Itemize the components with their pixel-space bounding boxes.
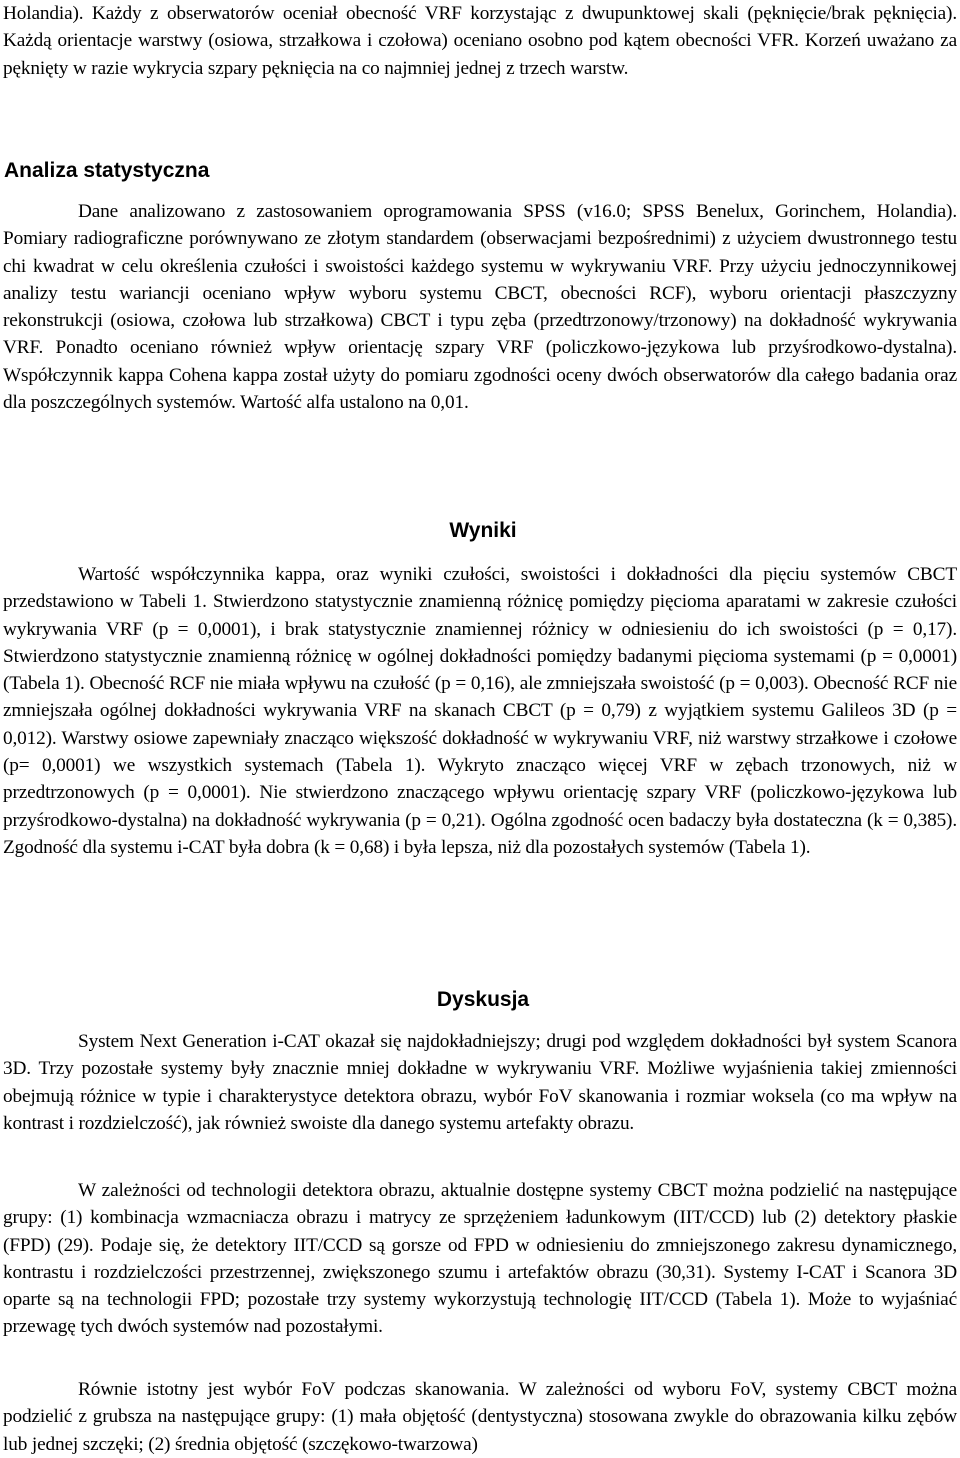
results-paragraph: Wartość współczynnika kappa, oraz wyniki czułości, swoistości i dokładności dla pięciu systemów CBCT przedstawiono w Tabeli 1. Stwierdzono statystycznie znamienną różnicę pomiędzy pięcioma aparatami w zakresie czułości wykrywania VRF (p = 0,0001), i brak statystycznie znamiennej różnicy w odniesieniu do ich swoistości (p = 0,17). Stwierdzono statystycznie znamienną różnicę w ogólnej dokładności pomiędzy badanymi pięcioma systemami (p = 0,0001) (Tabela 1). Obecność RCF nie miała wpływu na czułość (p = 0,16), ale zmniejszała swoistość (p = 0,003). Obecność RCF nie zmniejszała ogólnej dokładności wykrywania VRF na skanach CBCT (p = 0,79) z wyjątkiem systemu Galileos 3D (p = 0,012). Warstwy osiowe zapewniały znacząco większość dokładność w wykrywaniu VRF, niż warstwy strzałkowe i czołowe (p= 0,0001) we wszystkich systemach (Tabela 1). Wykryto znacząco więcej VRF w zębach trzonowych, niż w przedtrzonowych (p = 0,0001). Nie stwierdzono znaczącego wpływu orientację szpary VRF (policzkowo-językowa lub przyśrodkowo-dystalna) na dokładność wykrywania (p = 0,21). Ogólna zgodność ocen badaczy była dostateczna (k = 0,385). Zgodność dla systemu i-CAT była dobra (k = 0,68) i była lepsza, niż dla pozostałych systemów (Tabela 1). — [3, 564, 957, 858]
discussion-paragraph-3: Równie istotny jest wybór FoV podczas skanowania. W zależności od wyboru FoV, systemy CBCT można podzielić z grubsza na następujące grupy: (1) mała objętość (dentystyczna) stosowana zwykle do obrazowania kilku zębów lub jednej szczęki; (2) średnia objętość (szczękowo-twarzowa) — [3, 1379, 957, 1455]
section-heading-dyskusja: Dyskusja — [436, 988, 530, 1011]
intro-paragraph: Holandia). Każdy z obserwatorów oceniał obecność VRF korzystając z dwupunktowej skali (pęknięcie/brak pęknięcia). Każdą orientacje warstwy (osiowa, strzałkowa i czołowa) oceniano osobno pod kątem obecności VFR. Korzeń uważano za pęknięty w razie wykrycia szpary pęknięcia na co najmniej jednej z trzech warstw. — [3, 3, 957, 79]
section-heading-analiza: Analiza statystyczna — [4, 159, 210, 182]
section-heading-wyniki: Wyniki — [449, 519, 517, 542]
discussion-paragraph-1: System Next Generation i-CAT okazał się najdokładniejszy; drugi pod względem dokładności był system Scanora 3D. Trzy pozostałe systemy były znacznie mniej dokładne w wykrywaniu VRF. Możliwe wyjaśnienia takiej zmienności obejmują różnice w typie i charakterystyce detektora obrazu, wybór FoV skanowania i rozmiar woksela (co ma wpływ na kontrast i rozdzielczość), jak również swoiste dla danego systemu artefakty obrazu. — [3, 1031, 957, 1134]
discussion-paragraph-2: W zależności od technologii detektora obrazu, aktualnie dostępne systemy CBCT można podzielić na następujące grupy: (1) kombinacja wzmacniacza obrazu i matrycy ze sprzężeniem ładunkowym (IIT/CCD) lub (2) detektory płaskie (FPD) (29). Podaje się, że detektory IIT/CCD są gorsze od FPD w odniesieniu do zmniejszonego zakresu dynamicznego, kontrastu i rozdzielczości przestrzennej, zwiększonego szumu i artefaktów obrazu (30,31). Systemy I-CAT i Scanora 3D oparte są na technologii FPD; pozostałe trzy systemy wykorzystują technologię IIT/CCD (Tabela 1). Może to wyjaśniać przewagę tych dwóch systemów nad pozostałymi. — [3, 1180, 957, 1338]
analysis-paragraph: Dane analizowano z zastosowaniem oprogramowania SPSS (v16.0; SPSS Benelux, Gorinchem, Holandia). Pomiary radiograficzne porównywano ze złotym standardem (obserwacjami bezpośrednimi) z użyciem dwustronnego testu chi kwadrat w celu określenia czułości i swoistości każdego systemu w wykrywaniu VRF. Przy użyciu jednoczynnikowej analizy testu wariancji oceniano wpływ wyboru systemu CBCT, obecności RCF), wyboru orientacji płaszczyzny rekonstrukcji (osiowa, czołowa lub strzałkowa) CBCT i typu zęba (przedtrzonowy/trzonowy) na dokładność wykrywania VRF. Ponadto oceniano również wpływ orientację szpary VRF (policzkowo-językowa lub przyśrodkowo-dystalna). Współczynnik kappa Cohena kappa został użyty do pomiaru zgodności oceny dwóch obserwatorów dla całego badania oraz dla poszczególnych systemów. Wartość alfa ustalono na 0,01. — [3, 201, 957, 414]
